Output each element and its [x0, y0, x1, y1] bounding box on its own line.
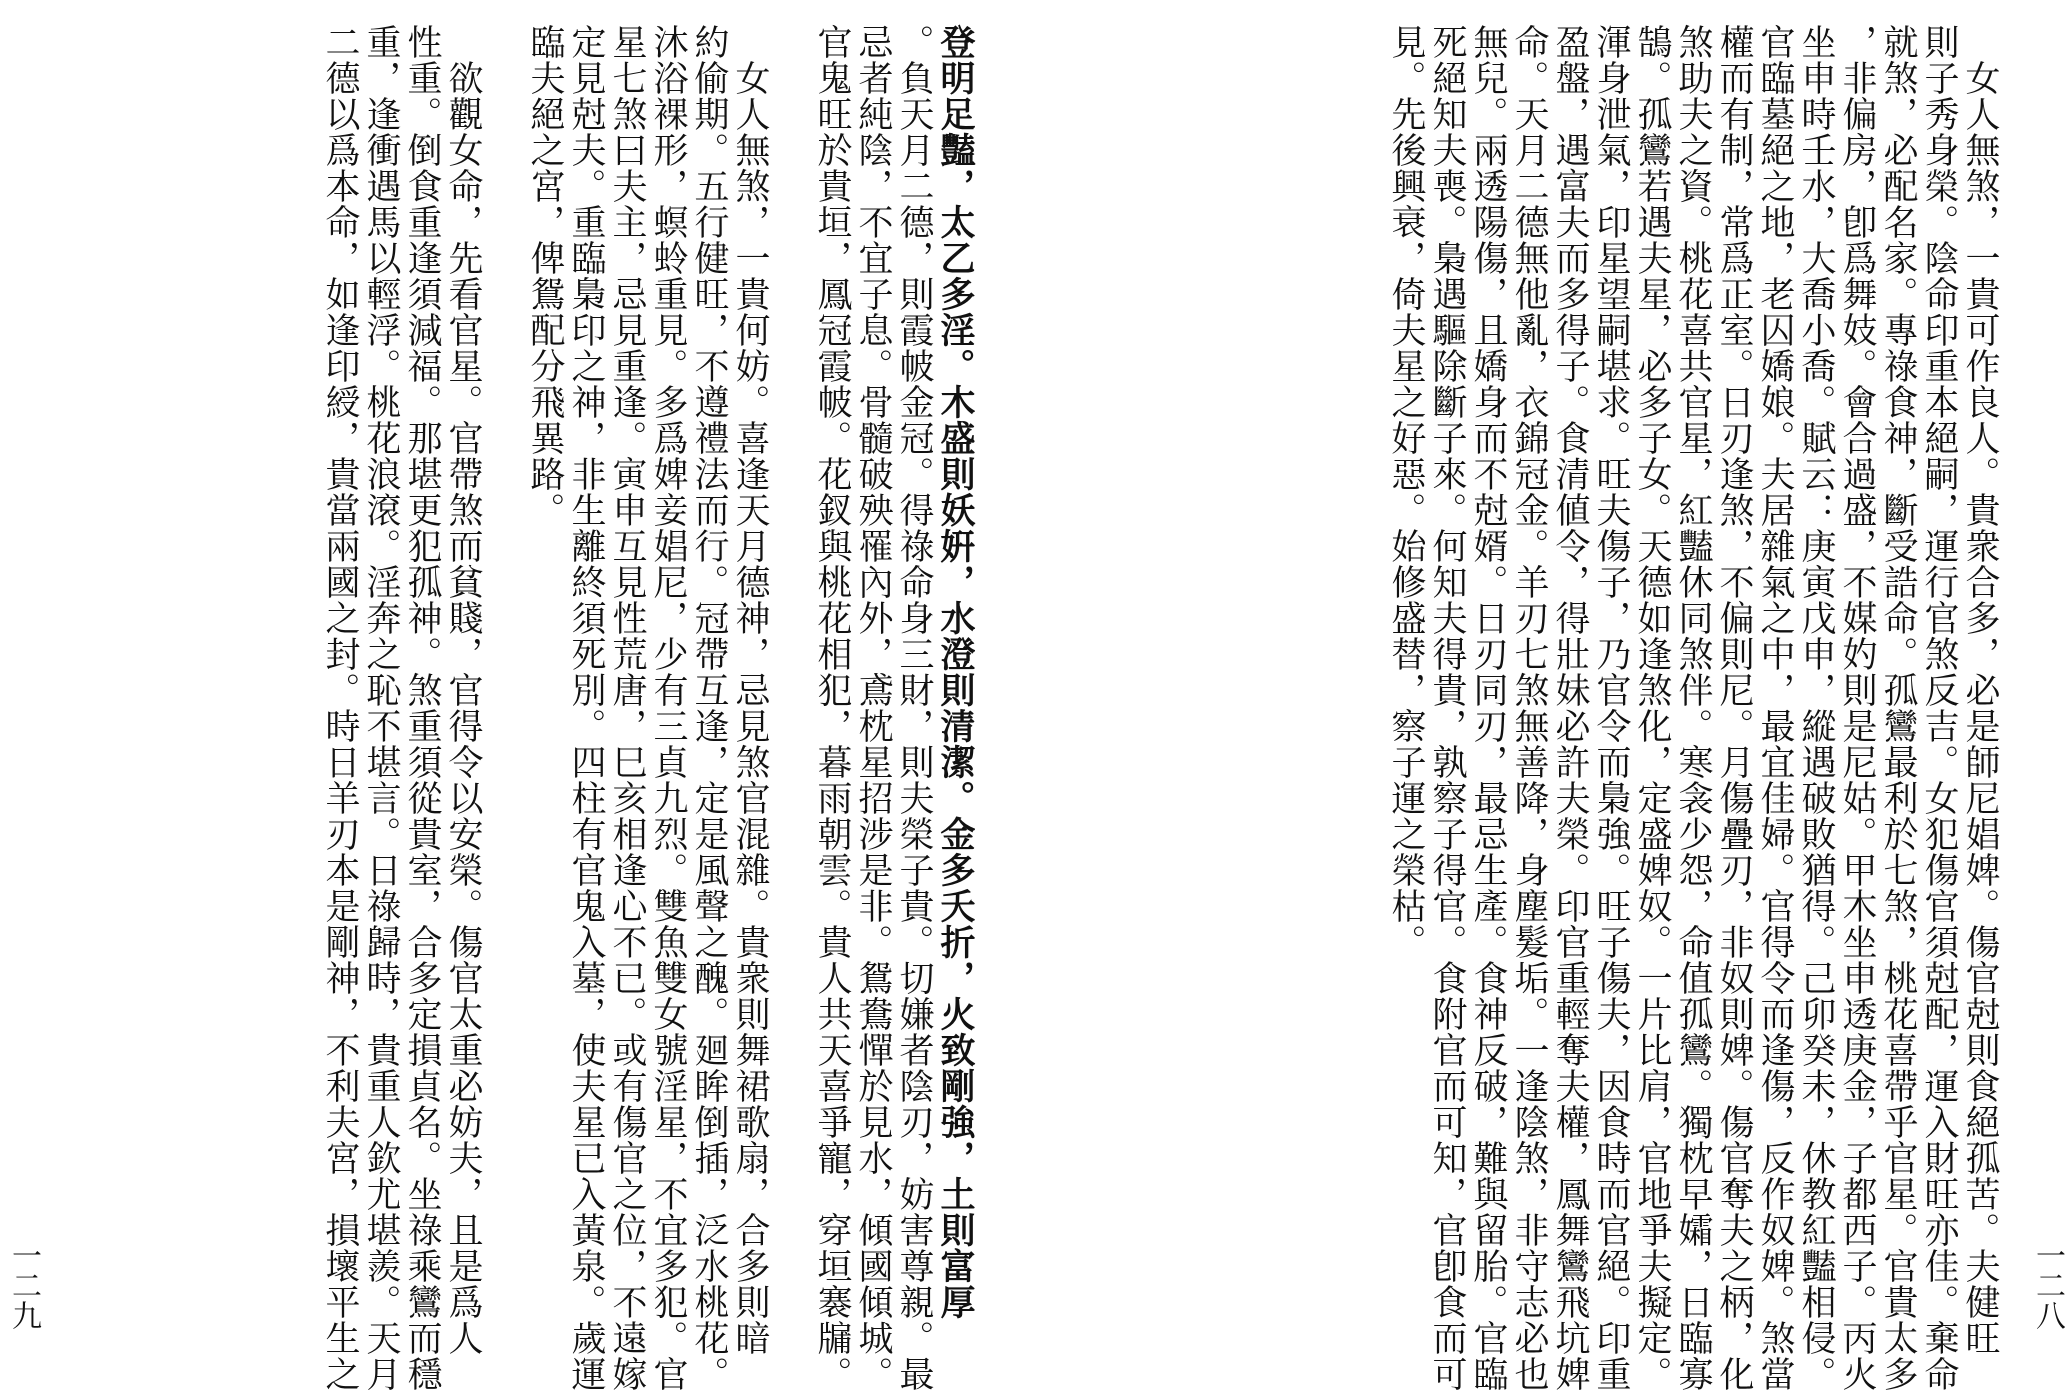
- text-column: 坐申時壬水，大喬小喬。賦云：庚寅戊申，縱遇破敗猶得。己卯癸未，休教紅豔相侵。: [1796, 24, 1836, 1392]
- text-column: 死絕知夫喪。梟遇驅除斷子來。何知夫得貴，孰察子得官。食附官而可知，官卽食而可: [1427, 24, 1467, 1392]
- text-column: 臨夫絕之宮，俾鴛配分飛異路。: [525, 24, 565, 528]
- text-column: 官臨墓絕之地，老囚嬌娘。夫居雜氣之中，最宜佳婦。官得令而逢傷，反作奴婢。煞當: [1755, 24, 1795, 1392]
- page-number: 一二九: [6, 1240, 41, 1330]
- text-column: [771, 24, 811, 1369]
- text-column: 就煞，必配名家。專祿食神，斷受誥命。孤鸞最利於七煞，桃花喜帶乎官星。官貴太多: [1878, 24, 1918, 1392]
- text-column: 性重。倒食重逢須減福。那堪更犯孤神。煞重須從貴室，合多定損貞名。坐祿乘鸞而穩: [402, 24, 442, 1392]
- text-column: 渾身泄氣，印星望嗣堪求。旺夫傷子，乃官令而梟強。旺子傷夫，因食時而官絕。印重: [1591, 24, 1631, 1392]
- page-128: [1030, 0, 2065, 1392]
- text-column: 星七煞曰夫主，忌見重逢。寅申互見性荒唐，巳亥相逢心不已。或有傷官之位，不遠嫁: [607, 24, 647, 1392]
- text-column: 。負天月二德，則霞帔金冠。得祿命身三財，則夫榮子貴。切嫌者陰刃，妨害尊親。最: [894, 24, 934, 1392]
- text-column: 約偷期。五行健旺，不遵禮法而行。冠帶互逢，定是風聲之醜。廻眸倒插，泛水桃花。: [689, 24, 729, 1392]
- text-column: 重，逢衝遇馬以輕浮。桃花浪滾。淫奔之恥不堪言。日祿歸時，貴重人欽尤堪羨。天月: [361, 24, 401, 1392]
- text-column: 欲觀女命，先看官星。官帶煞而貧賤，官得令以安榮。傷官太重必妨夫，且是爲人: [443, 24, 483, 1356]
- text-column: 沐浴裸形，螟蛉重見。多爲婢妾娼尼，少有三貞九烈。雙魚雙女號淫星，不宜多犯。官: [648, 24, 688, 1392]
- text-column: 女人無煞，一貴何妨。喜逢天月德神，忌見煞官混雜。貴衆則舞裙歌扇，合多則暗: [730, 24, 770, 1356]
- text-column: 鵠。孤鸞若遇夫星，必多子女。天德如逢煞化，定盛婢奴。一片比肩，官地爭夫擬定。: [1632, 24, 1672, 1392]
- text-column: [484, 24, 524, 1369]
- page-number: 一二八: [2030, 1240, 2065, 1330]
- text-column: 則子秀身榮。陰命印重本絕嗣，運行官煞反吉。女犯傷官須尅配，運入財旺亦佳。棄命: [1919, 24, 1959, 1392]
- text-column: 忌者純陰，不宜子息。骨髓破殃罹內外，鳶枕星招涉是非。鴛鴦憚於見水，傾國傾城。: [853, 24, 893, 1392]
- text-column: 命。天月二德無他亂，衣錦冠金。羊刃七煞無善降，身塵髮垢。一逢陰煞，非守志必也: [1509, 24, 1549, 1392]
- text-column: ，非偏房，卽爲舞妓。會合過盛，不媒妁則是尼姑。甲木坐申透庚金，子都西子。丙火: [1837, 24, 1877, 1392]
- text-column: 二德以爲本命，如逢印綬，貴當兩國之封。時日羊刃本是剛神，不利夫宮，損壞平生之: [320, 24, 360, 1392]
- text-column: 煞助夫之資。桃花喜共官星，紅豔休同煞伴。寒衾少怨，命值孤鸞。獨枕早孀，日臨寡: [1673, 24, 1713, 1392]
- text-column: 女人無煞，一貴可作良人。貴衆合多，必是師尼娼婢。傷官尅則食絕孤苦。夫健旺: [1960, 24, 2000, 1356]
- text-column: 盈盤，遇富夫而多得子。食清値令，得壯妹必許夫榮。印官重輕奪夫權，鳳舞鸞飛坑婢: [1550, 24, 1590, 1392]
- text-column: 權而有制，常爲正室。日刃逢煞，不偏則尼。月傷疊刃，非奴則婢。傷官奪夫之柄，化: [1714, 24, 1754, 1392]
- text-column: 定見尅夫。重臨梟印之神，非生離終須死別。四柱有官鬼入墓，使夫星已入黃泉。歲運: [566, 24, 606, 1392]
- text-column: 無兒。兩透陽傷，且嬌身而不尅婿。日刃同刃，最忌生產。食神反破，難與留胎。官臨: [1468, 24, 1508, 1392]
- bold-heading-column: 登明足豔，太乙多淫。木盛則妖姸，水澄則清潔。金多夭折，火致剛強，土則富厚: [935, 24, 976, 1320]
- page-129: [0, 0, 1030, 1392]
- text-column: 見。先後興衰，倚夫星之好惡。始修盛替，察子運之榮枯。: [1386, 24, 1426, 960]
- text-column: 官鬼旺於貴垣，鳳冠霞帔。花釵與桃花相犯，暮雨朝雲。貴人共天喜爭寵，穿垣褰牖。: [812, 24, 852, 1392]
